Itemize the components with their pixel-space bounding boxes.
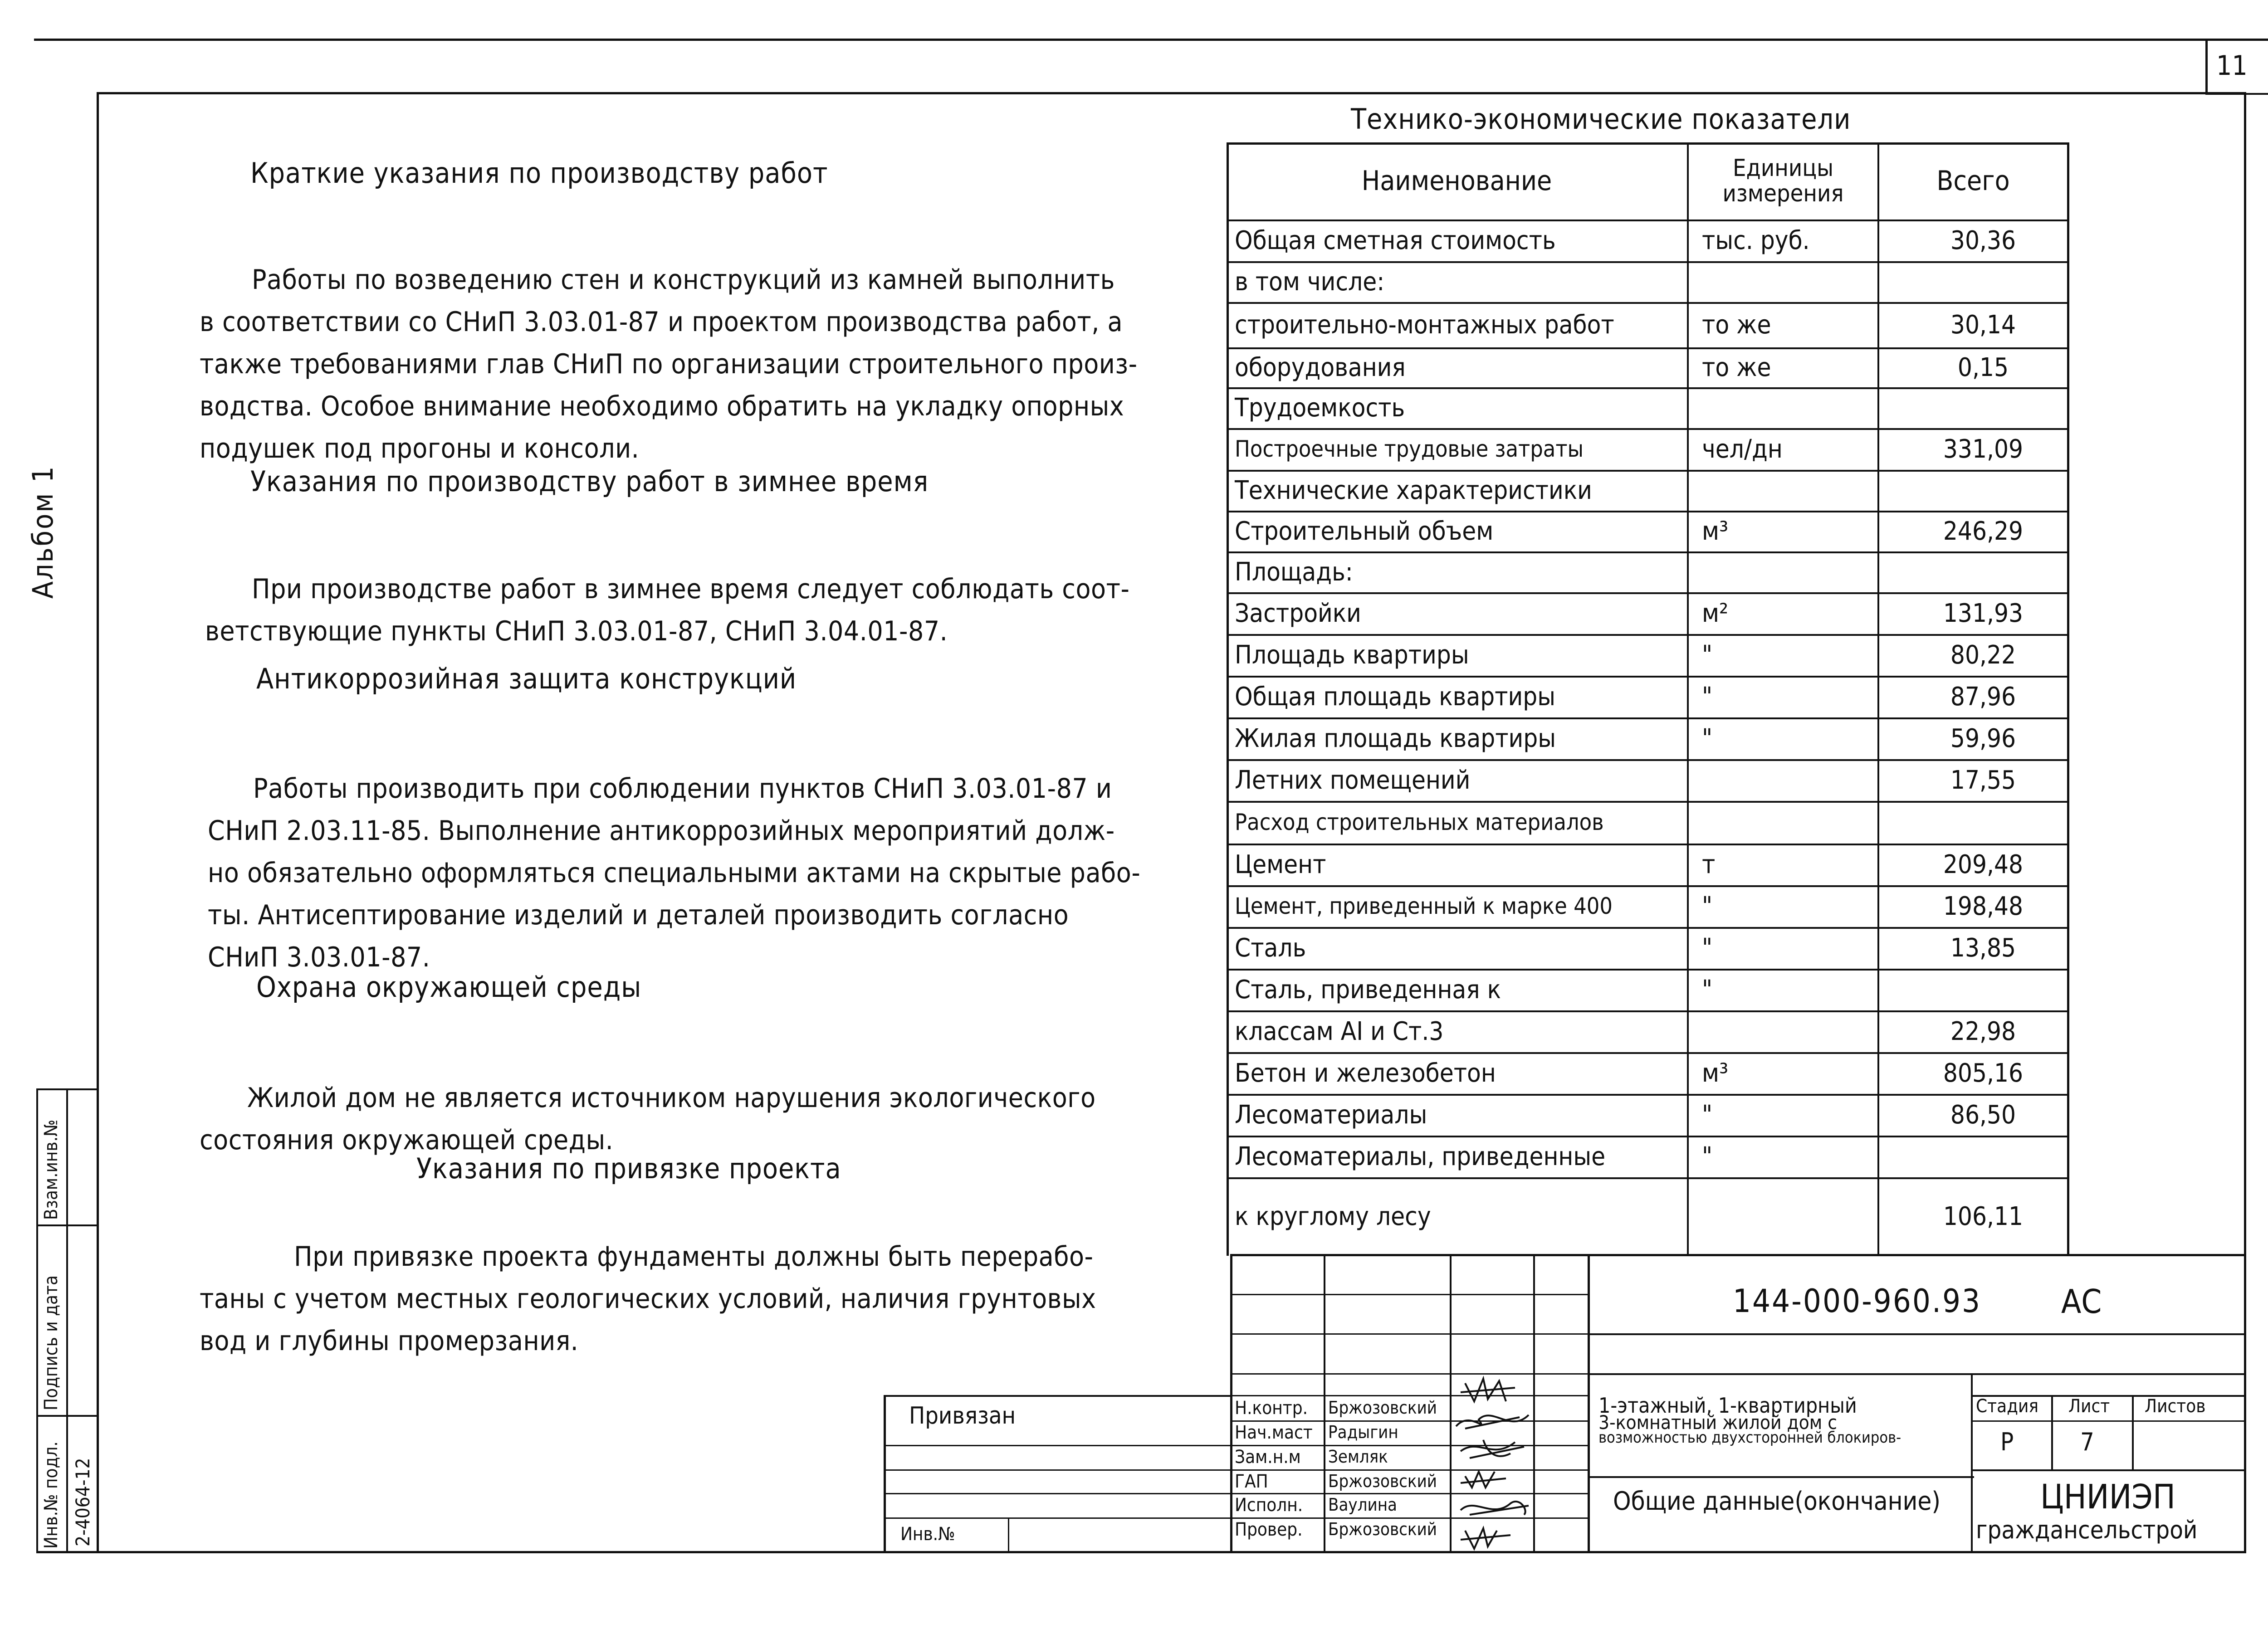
tep-row xyxy=(1227,844,2069,885)
tep-cell-unit xyxy=(1702,551,1892,592)
tep-cell-value: 246,29 xyxy=(1943,516,2024,546)
object-name-line-2: 3-комнатный жилой дом с xyxy=(1598,1411,1838,1434)
tep-cell-value: 131,93 xyxy=(1943,598,2024,628)
tep-cell-value: 13,85 xyxy=(1950,933,2016,963)
role-label: Зам.н.м xyxy=(1235,1447,1301,1468)
tep-title: Технико-экономические показатели xyxy=(1351,102,1851,136)
tep-cell-value: 106,11 xyxy=(1943,1202,2024,1231)
tep-row xyxy=(1227,885,2069,927)
tep-cell-value: 17,55 xyxy=(1950,765,2016,795)
side-vzam: Взам.инв.№ xyxy=(41,1119,62,1220)
tep-cell-name: Расход строительных материалов xyxy=(1235,809,1604,835)
role-person: Бржозовский xyxy=(1328,1398,1437,1418)
tep-cell-name: Застройки xyxy=(1235,598,1361,628)
sheet-number: 11 xyxy=(2216,50,2248,82)
doc-code: 144-000-960.93 xyxy=(1733,1283,1982,1320)
tep-cell-unit: " xyxy=(1702,723,1713,753)
organization-line-1: ЦНИИЭП xyxy=(2040,1478,2175,1517)
tep-cell-value xyxy=(1897,969,2069,1010)
tep-cell-value: 87,96 xyxy=(1950,682,2016,712)
role-label: ГАП xyxy=(1235,1471,1268,1492)
tep-cell-value: 80,22 xyxy=(1950,640,2016,670)
tep-cell-name: Бетон и железобетон xyxy=(1235,1058,1496,1088)
tep-cell-unit: " xyxy=(1702,891,1713,921)
tep-row xyxy=(1227,387,2069,428)
tep-cell-unit: " xyxy=(1702,640,1713,670)
tep-cell-unit: " xyxy=(1702,975,1713,1005)
tep-row xyxy=(1227,759,2069,801)
role-label: Нач.маст xyxy=(1235,1422,1313,1443)
frame-top xyxy=(98,92,2246,94)
tep-cell-unit: " xyxy=(1702,933,1713,963)
tep-table xyxy=(1227,142,2069,1256)
tep-header-units: Единицы измерения xyxy=(1722,155,1844,207)
section-heading-5: Указания по привязке проекта xyxy=(416,1152,841,1185)
tep-cell-name: Трудоемкость xyxy=(1235,393,1405,423)
tep-header-total: Всего xyxy=(1936,165,2010,197)
tep-cell-unit xyxy=(1702,387,1892,428)
tep-cell-unit: м³ xyxy=(1702,516,1729,546)
tep-cell-unit xyxy=(1702,261,1892,302)
tep-cell-name: Сталь xyxy=(1235,933,1306,963)
tep-cell-value: 86,50 xyxy=(1950,1100,2016,1130)
tep-header-name: Наименование xyxy=(1361,165,1552,197)
stage-label: Стадия xyxy=(1976,1396,2039,1417)
sheet-value: 7 xyxy=(2080,1428,2094,1456)
tep-cell-unit: т xyxy=(1702,849,1716,879)
tep-row xyxy=(1227,927,2069,969)
tep-cell-unit xyxy=(1702,1177,1892,1256)
tep-cell-value xyxy=(1897,551,2069,592)
tep-cell-name: Лесоматериалы, приведенные xyxy=(1235,1141,1606,1171)
role-label: Исполн. xyxy=(1235,1495,1303,1516)
tep-row xyxy=(1227,969,2069,1010)
tep-cell-name: Общая сметная стоимость xyxy=(1235,225,1556,255)
tep-cell-unit: тыс. руб. xyxy=(1702,225,1810,255)
tep-cell-value: 331,09 xyxy=(1943,434,2024,464)
tep-cell-name: Общая площадь квартиры xyxy=(1235,682,1556,712)
tep-cell-value: 198,48 xyxy=(1943,891,2024,921)
album-label: Альбом 1 xyxy=(26,465,59,599)
tep-cell-unit xyxy=(1702,470,1892,511)
sheet-title: Общие данные(окончание) xyxy=(1613,1487,1941,1516)
tep-row xyxy=(1227,717,2069,759)
tep-cell-value: 30,36 xyxy=(1950,225,2016,255)
tep-row xyxy=(1227,1136,2069,1177)
frame-left xyxy=(97,92,99,1553)
tep-row xyxy=(1227,219,2069,261)
side-podpis: Подпись и дата xyxy=(41,1275,62,1410)
sheets-label: Листов xyxy=(2145,1396,2206,1417)
top-border-line xyxy=(34,39,2268,41)
tep-row xyxy=(1227,470,2069,511)
tep-cell-name: Технические характеристики xyxy=(1235,475,1592,505)
tep-row xyxy=(1227,347,2069,387)
side-stamp-left xyxy=(36,1088,38,1553)
tep-row xyxy=(1227,1010,2069,1052)
tep-header-row xyxy=(1227,142,2069,219)
role-label: Провер. xyxy=(1235,1519,1303,1540)
tep-cell-name: Строительный объем xyxy=(1235,516,1494,546)
section-paragraph-2: При производстве работ в зимнее время следует соблюдать соот- ветствующие пункты СНиП 3.03.01-87, СНиП 3.04.01-87. xyxy=(205,573,1130,647)
tep-cell-value: 30,14 xyxy=(1950,310,2016,340)
role-label: Н.контр. xyxy=(1235,1398,1308,1419)
tep-cell-name: строительно-монтажных работ xyxy=(1235,310,1614,340)
stage-value: Р xyxy=(2000,1428,2014,1456)
section-paragraph-5: При привязке проекта фундаменты должны быть перерабо- таны с учетом местных геологических условий, наличия грунтовых вод и глубины промерзания. xyxy=(200,1241,1096,1357)
tep-cell-name: к круглому лесу xyxy=(1235,1202,1431,1231)
tep-cell-name: оборудования xyxy=(1235,352,1406,382)
tep-row xyxy=(1227,511,2069,551)
tep-row xyxy=(1227,1177,2069,1256)
tep-cell-value: 59,96 xyxy=(1950,723,2016,753)
tep-cell-unit: " xyxy=(1702,1100,1713,1130)
side-stamp-mid xyxy=(66,1088,68,1553)
inv-no-label: Инв.№ xyxy=(900,1524,955,1545)
role-person: Земляк xyxy=(1328,1447,1388,1467)
role-person: Радыгин xyxy=(1328,1422,1398,1442)
tep-row xyxy=(1227,302,2069,347)
section-heading-2: Указания по производству работ в зимнее время xyxy=(250,465,929,498)
tep-cell-unit: чел/дн xyxy=(1702,434,1783,464)
tep-row xyxy=(1227,1052,2069,1094)
section-heading-1: Краткие указания по производству работ xyxy=(250,156,828,190)
tep-cell-unit xyxy=(1702,801,1892,844)
role-person: Бржозовский xyxy=(1328,1471,1437,1491)
tep-cell-name: Летних помещений xyxy=(1235,765,1471,795)
tep-cell-unit: м³ xyxy=(1702,1058,1729,1088)
tep-cell-value: 22,98 xyxy=(1950,1016,2016,1046)
role-person: Ваулина xyxy=(1328,1495,1397,1515)
section-heading-4: Охрана окружающей среды xyxy=(256,971,642,1004)
privyazan-label: Привязан xyxy=(909,1402,1016,1429)
tep-cell-name: Цемент xyxy=(1235,849,1326,879)
tep-row xyxy=(1227,261,2069,302)
tep-cell-unit: то же xyxy=(1702,352,1771,382)
tep-row xyxy=(1227,428,2069,470)
tep-cell-name: Жилая площадь квартиры xyxy=(1235,723,1556,753)
tep-cell-value xyxy=(1897,387,2069,428)
tep-cell-unit: то же xyxy=(1702,310,1771,340)
side-stamp-div1 xyxy=(36,1415,98,1417)
doc-mark: АС xyxy=(2061,1283,2102,1321)
role-person: Бржозовский xyxy=(1328,1519,1437,1539)
sheet-number-box-left xyxy=(2205,39,2208,94)
tep-row xyxy=(1227,592,2069,634)
organization-line-2: гражданcельстрой xyxy=(1976,1516,2198,1544)
tep-cell-name: Лесоматериалы xyxy=(1235,1100,1427,1130)
tep-cell-value: 209,48 xyxy=(1943,849,2024,879)
tep-cell-unit xyxy=(1702,1010,1892,1052)
tep-cell-name: Площадь: xyxy=(1235,557,1353,587)
side-inv-value: 2-4064-12 xyxy=(72,1458,94,1546)
tep-cell-name: в том числе: xyxy=(1235,267,1385,297)
signatures-graphic xyxy=(1452,1374,1533,1553)
tep-cell-value xyxy=(1897,470,2069,511)
section-paragraph-1: Работы по возведению стен и конструкций из камней выполнить в соответствии со СНиП 3.03.01-87 и проектом производства работ, а также требованиями глав СНиП по организации строительного произ- водства. Особое внимание необходимо обратить на укладку опорных подушек под прогоны и консоли. xyxy=(200,264,1138,464)
section-heading-3: Антикоррозийная защита конструкций xyxy=(256,662,797,695)
tep-cell-name: Цемент, приведенный к марке 400 xyxy=(1235,893,1613,919)
section-paragraph-4: Жилой дом не является источником нарушения экологического состояния окружающей среды. xyxy=(200,1082,1096,1156)
object-name-line-3: возможностью двухсторонней блокиров- xyxy=(1598,1429,1901,1447)
side-inv-podl: Инв.№ подл. xyxy=(41,1441,62,1549)
tep-row xyxy=(1227,1094,2069,1136)
tep-cell-value: 805,16 xyxy=(1943,1058,2024,1088)
frame-bottom xyxy=(36,1551,2246,1553)
section-paragraph-3: Работы производить при соблюдении пунктов СНиП 3.03.01-87 и СНиП 2.03.11-85. Выполнение антикоррозийных мероприятий долж- но обязательно оформляться специальными актами на скрытые рабо- ты. Антисептирование изделий и деталей производить согласно СНиП 3.03.01-87. xyxy=(208,773,1141,973)
tep-cell-name: Площадь квартиры xyxy=(1235,640,1469,670)
tep-cell-value: 0,15 xyxy=(1957,352,2009,382)
tep-cell-unit: м² xyxy=(1702,598,1729,628)
tep-row xyxy=(1227,676,2069,717)
side-stamp-div2 xyxy=(36,1224,98,1226)
tep-cell-name: Сталь, приведенная к xyxy=(1235,975,1501,1005)
tep-row xyxy=(1227,634,2069,676)
sheet-label: Лист xyxy=(2068,1396,2110,1417)
tep-cell-unit: " xyxy=(1702,682,1713,712)
tep-cell-name: Построечные трудовые затраты xyxy=(1235,436,1584,462)
tep-cell-value xyxy=(1897,801,2069,844)
tep-cell-unit xyxy=(1702,759,1892,801)
tep-row xyxy=(1227,801,2069,844)
object-name-line-1: 1-этажный, 1-квартирный xyxy=(1598,1393,1857,1418)
tep-cell-value xyxy=(1897,261,2069,302)
tep-cell-name: классам AI и Ст.3 xyxy=(1235,1016,1444,1046)
tep-cell-value xyxy=(1897,1136,2069,1177)
tep-cell-unit: " xyxy=(1702,1141,1713,1171)
tep-row xyxy=(1227,551,2069,592)
